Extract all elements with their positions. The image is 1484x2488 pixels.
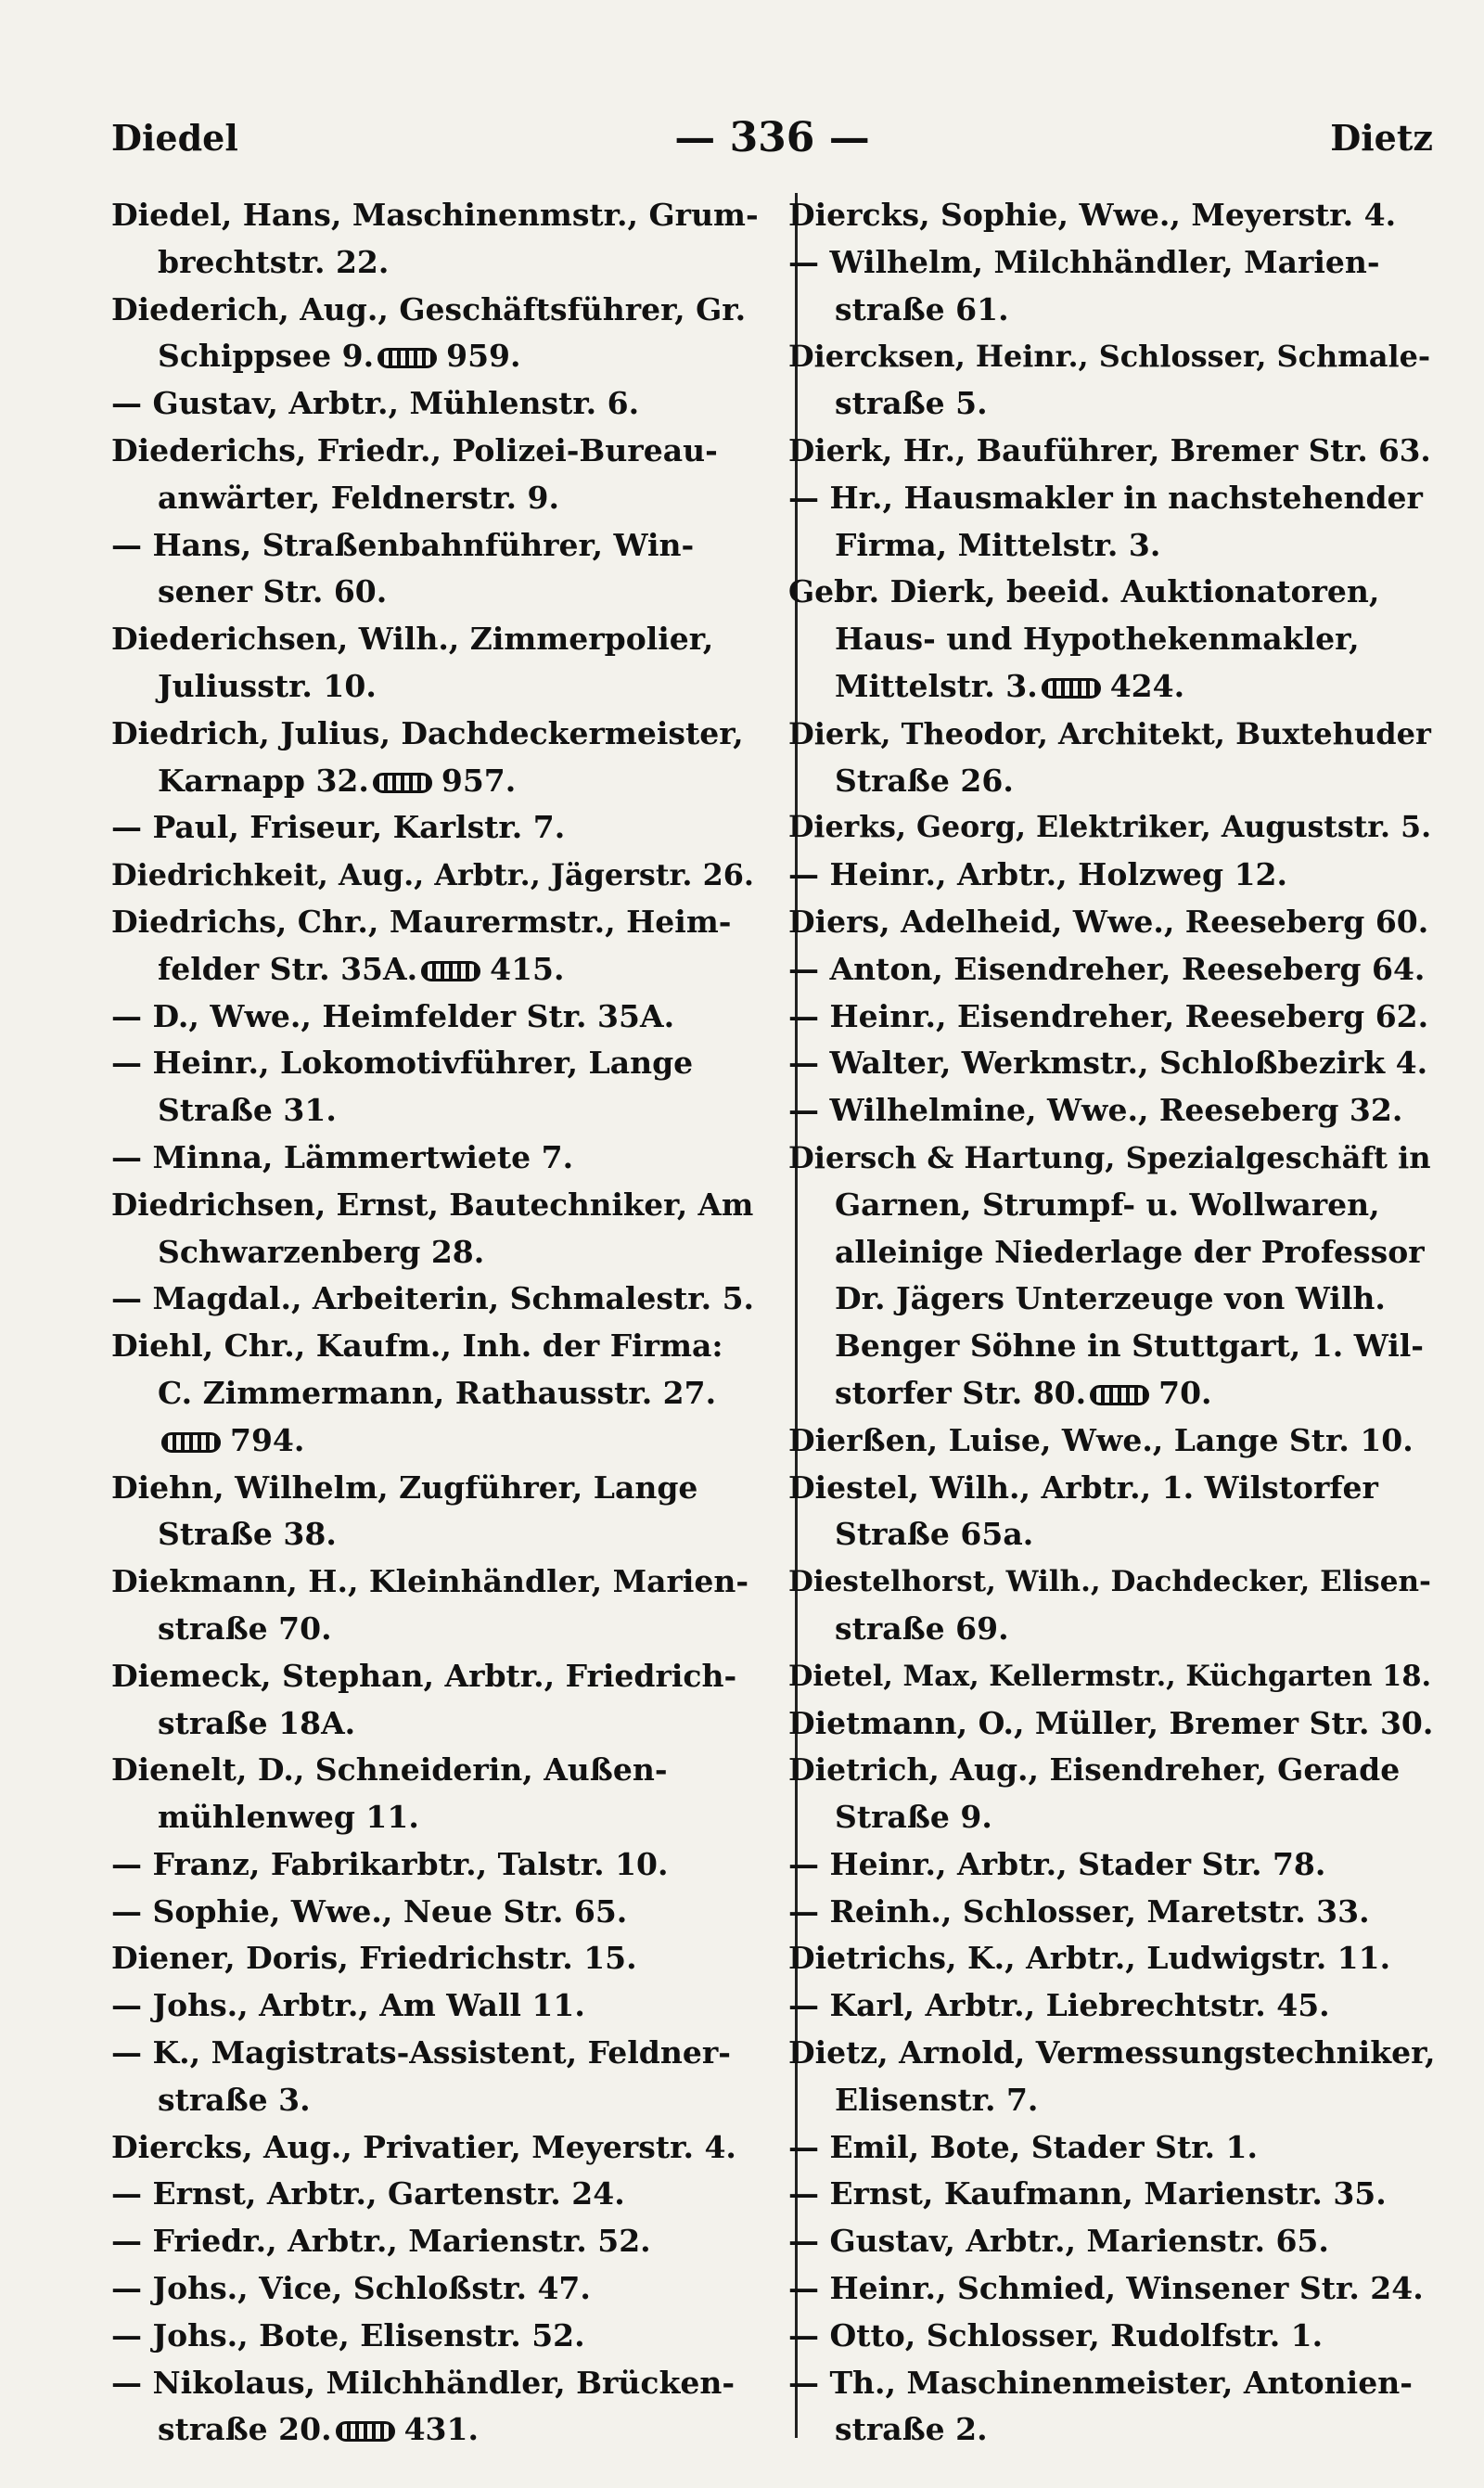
entry-text: storfer Str. 80.	[835, 1374, 1087, 1411]
telephone-icon	[1042, 678, 1101, 699]
entry-text: Dietrich, Aug., Eisendreher, Gerade	[788, 1751, 1401, 1789]
directory-line	[788, 2265, 1438, 2313]
entry-text: Diedrichsen, Ernst, Bautechniker, Am	[111, 1186, 754, 1223]
directory-line	[788, 1653, 1438, 1700]
entry-text: straße 2.	[835, 2411, 988, 2448]
directory-line	[111, 1276, 761, 1323]
entry-text: — Hr., Hausmakler in nachstehender	[788, 479, 1423, 516]
directory-line	[111, 192, 761, 239]
directory-line	[788, 569, 1438, 616]
entry-text: — Gustav, Arbtr., Mühlenstr. 6.	[111, 385, 640, 422]
entry-text: — Gustav, Arbtr., Marienstr. 65.	[788, 2223, 1329, 2260]
entry-text: — Ernst, Kaufmann, Marienstr. 35.	[788, 2175, 1387, 2212]
entry-text: Firma, Mittelstr. 3.	[835, 526, 1161, 563]
entry-text: mühlenweg 11.	[158, 1799, 419, 1836]
phone-number: 70.	[1158, 1374, 1212, 1411]
entry-text: — Karl, Arbtr., Liebrechtstr. 45.	[788, 1987, 1330, 2024]
entry-text: — Heinr., Schmied, Winsener Str. 24.	[788, 2270, 1424, 2307]
directory-line	[111, 1653, 761, 1700]
right-column	[788, 192, 1438, 2454]
entry-text: Diedrichkeit, Aug., Arbtr., Jägerstr. 26.	[111, 857, 754, 893]
directory-line	[111, 852, 761, 899]
telephone-icon	[1090, 1385, 1149, 1405]
entry-text: Diedel, Hans, Maschinenmstr., Grum-	[111, 197, 759, 233]
entry-text: Elisenstr. 7.	[835, 2081, 1039, 2118]
telephone-icon	[373, 773, 432, 793]
directory-line	[111, 2077, 761, 2124]
directory-line	[111, 1747, 761, 1794]
directory-line	[111, 1794, 761, 1841]
entry-text: Diercks, Sophie, Wwe., Meyerstr. 4.	[788, 197, 1397, 233]
directory-line	[111, 475, 761, 522]
directory-line	[111, 994, 761, 1041]
phone-number: 957.	[441, 762, 517, 799]
entry-text: straße 18A.	[158, 1704, 356, 1741]
directory-line	[111, 239, 761, 287]
entry-text: — Sophie, Wwe., Neue Str. 65.	[111, 1892, 628, 1930]
left-column	[111, 192, 761, 2454]
entry-text: — Johs., Vice, Schloßstr. 47.	[111, 2270, 591, 2307]
entry-text: Diersch & Hartung, Spezialgeschäft in	[788, 1139, 1431, 1175]
telephone-icon	[421, 961, 480, 981]
entry-text: Dietz, Arnold, Vermessungstechniker,	[788, 2034, 1436, 2071]
entry-text: Diedrich, Julius, Dachdeckermeister,	[111, 714, 744, 751]
directory-line	[788, 522, 1438, 570]
telephone-icon	[377, 348, 437, 368]
directory-line	[788, 333, 1438, 380]
directory-line	[788, 663, 1438, 711]
entry-text: Diercks, Aug., Privatier, Meyerstr. 4.	[111, 2128, 736, 2165]
phone-number: 415.	[490, 950, 565, 987]
entry-text: — Paul, Friseur, Karlstr. 7.	[111, 809, 566, 846]
directory-line	[788, 1794, 1438, 1841]
entry-text: — Johs., Arbtr., Am Wall 11.	[111, 1987, 585, 2024]
entry-text: Diers, Adelheid, Wwe., Reeseberg 60.	[788, 903, 1429, 940]
directory-line	[788, 1935, 1438, 1982]
directory-line	[788, 899, 1438, 946]
directory-line	[788, 994, 1438, 1041]
entry-text: Straße 65a.	[835, 1516, 1034, 1553]
directory-line	[788, 1700, 1438, 1748]
directory-line	[788, 2124, 1438, 2172]
directory-line	[111, 1323, 761, 1370]
entry-text: Diekmann, H., Kleinhändler, Marien-	[111, 1563, 749, 1600]
directory-line	[111, 804, 761, 852]
entry-text: alleinige Niederlage der Professor	[835, 1233, 1425, 1270]
directory-columns	[111, 192, 1436, 2448]
entry-text: Diemeck, Stephan, Arbtr., Friedrich-	[111, 1657, 737, 1694]
directory-line	[788, 428, 1438, 475]
entry-text: Straße 31.	[158, 1092, 337, 1129]
page-number: — 336 —	[674, 114, 870, 161]
entry-text: straße 20.	[158, 2411, 332, 2448]
entry-text: straße 69.	[835, 1610, 1009, 1647]
entry-text: — Reinh., Schlosser, Maretstr. 33.	[788, 1892, 1370, 1930]
entry-text: — Nikolaus, Milchhändler, Brücken-	[111, 2364, 736, 2401]
entry-text: — Walter, Werkmstr., Schloßbezirk 4.	[788, 1045, 1428, 1082]
directory-line	[111, 1558, 761, 1606]
entry-text: Straße 9.	[835, 1799, 992, 1836]
entry-text: — Franz, Fabrikarbtr., Talstr. 10.	[111, 1845, 669, 1882]
entry-text: Karnapp 32.	[158, 762, 369, 799]
directory-line	[788, 1417, 1438, 1465]
entry-text: Dietel, Max, Kellermstr., Küchgarten 18.	[788, 1659, 1432, 1693]
entry-text: felder Str. 35A.	[158, 950, 418, 987]
entry-text: Gebr. Dierk, beeid. Auktionatoren,	[788, 573, 1380, 610]
entry-text: — Minna, Lämmertwiete 7.	[111, 1138, 574, 1175]
entry-text: Dierk, Hr., Bauführer, Bremer Str. 63.	[788, 431, 1431, 468]
directory-line	[788, 1229, 1438, 1276]
entry-text: straße 70.	[158, 1610, 332, 1647]
entry-text: Diedrichs, Chr., Maurermstr., Heim-	[111, 903, 732, 940]
phone-number: 959.	[446, 338, 521, 375]
entry-text: Dierks, Georg, Elektriker, Auguststr. 5.	[788, 810, 1432, 845]
directory-line	[111, 758, 761, 805]
directory-line	[111, 1087, 761, 1135]
directory-line	[111, 1135, 761, 1182]
entry-text: Straße 26.	[835, 762, 1014, 799]
entry-text: — Hans, Straßenbahnführer, Win-	[111, 526, 695, 563]
directory-line	[788, 616, 1438, 663]
directory-line	[788, 1323, 1438, 1370]
directory-line	[788, 1889, 1438, 1936]
directory-line	[111, 1606, 761, 1653]
entry-text: Dietmann, O., Müller, Bremer Str. 30.	[788, 1704, 1434, 1741]
directory-line	[788, 1511, 1438, 1558]
entry-text: — Th., Maschinenmeister, Antonien-	[788, 2364, 1413, 2401]
entry-text: — Wilhelmine, Wwe., Reeseberg 32.	[788, 1092, 1403, 1129]
entry-text: — Ernst, Arbtr., Gartenstr. 24.	[111, 2175, 625, 2212]
directory-line	[111, 899, 761, 946]
directory-line	[788, 946, 1438, 994]
entry-text: straße 5.	[835, 385, 988, 422]
entry-text: — Heinr., Arbtr., Holzweg 12.	[788, 856, 1287, 893]
directory-line	[788, 2077, 1438, 2124]
directory-line	[111, 1417, 761, 1465]
directory-line	[788, 1465, 1438, 1512]
entry-text: Diehn, Wilhelm, Zugführer, Lange	[111, 1468, 698, 1506]
directory-line	[788, 2218, 1438, 2265]
entry-text: Dietrichs, K., Arbtr., Ludwigstr. 11.	[788, 1940, 1391, 1977]
directory-line	[788, 192, 1438, 239]
directory-line	[111, 1370, 761, 1417]
entry-text: — D., Wwe., Heimfelder Str. 35A.	[111, 997, 675, 1034]
entry-text: Straße 38.	[158, 1516, 337, 1553]
directory-line	[111, 1982, 761, 2030]
page-header	[111, 113, 1433, 178]
directory-line	[111, 2218, 761, 2265]
directory-line	[111, 663, 761, 711]
directory-line	[111, 2265, 761, 2313]
directory-line	[111, 2360, 761, 2407]
directory-line	[788, 1040, 1438, 1087]
entry-text: — Anton, Eisendreher, Reeseberg 64.	[788, 950, 1426, 987]
directory-line	[111, 2313, 761, 2360]
directory-line	[788, 1087, 1438, 1135]
phone-number: 431.	[403, 2411, 479, 2448]
telephone-icon	[336, 2421, 395, 2442]
phone-number: 794.	[230, 1421, 305, 1458]
directory-line	[111, 2124, 761, 2172]
entry-text: Schwarzenberg 28.	[158, 1233, 485, 1270]
entry-text: Juliusstr. 10.	[158, 667, 377, 704]
entry-text: anwärter, Feldnerstr. 9.	[158, 479, 559, 516]
running-head-right: Dietz	[1330, 117, 1433, 159]
directory-line	[788, 1135, 1438, 1182]
directory-line	[111, 1511, 761, 1558]
directory-line	[111, 946, 761, 994]
directory-line	[788, 2030, 1438, 2077]
directory-line	[111, 616, 761, 663]
entry-text: Diederichs, Friedr., Polizei-Bureau-	[111, 431, 718, 468]
entry-text: straße 61.	[835, 290, 1009, 327]
directory-line	[111, 522, 761, 570]
directory-line	[788, 1182, 1438, 1229]
directory-line	[788, 2406, 1438, 2454]
directory-line	[788, 804, 1438, 852]
entry-text: Dr. Jägers Unterzeuge von Wilh.	[835, 1280, 1386, 1317]
entry-text: straße 3.	[158, 2081, 311, 2118]
entry-text: — Heinr., Eisendreher, Reeseberg 62.	[788, 997, 1429, 1034]
directory-line	[111, 333, 761, 380]
entry-text: — Otto, Schlosser, Rudolfstr. 1.	[788, 2316, 1324, 2353]
entry-text: — Magdal., Arbeiterin, Schmalestr. 5.	[111, 1280, 755, 1317]
entry-text: Dierk, Theodor, Architekt, Buxtehuder	[788, 715, 1431, 751]
directory-line	[788, 852, 1438, 899]
directory-line	[788, 287, 1438, 334]
entry-text: brechtstr. 22.	[158, 243, 390, 280]
directory-line	[111, 1700, 761, 1748]
entry-text: — Johs., Bote, Elisenstr. 52.	[111, 2316, 585, 2353]
directory-line	[788, 2171, 1438, 2218]
running-head-left: Diedel	[111, 117, 238, 159]
directory-line	[788, 2313, 1438, 2360]
entry-text: — Heinr., Arbtr., Stader Str. 78.	[788, 1845, 1326, 1882]
entry-text: Diehl, Chr., Kaufm., Inh. der Firma:	[111, 1327, 723, 1365]
directory-line	[111, 1841, 761, 1889]
directory-line	[788, 711, 1438, 758]
entry-text: Diestel, Wilh., Arbtr., 1. Wilstorfer	[788, 1468, 1378, 1506]
entry-text: Diercksen, Heinr., Schlosser, Schmale-	[788, 339, 1431, 375]
entry-text: — Friedr., Arbtr., Marienstr. 52.	[111, 2223, 651, 2260]
entry-text: sener Str. 60.	[158, 573, 388, 610]
directory-line	[788, 475, 1438, 522]
directory-line	[788, 1747, 1438, 1794]
entry-text: — Wilhelm, Milchhändler, Marien-	[788, 243, 1380, 280]
directory-line	[111, 2406, 761, 2454]
entry-text: Diener, Doris, Friedrichstr. 15.	[111, 1940, 637, 1977]
phone-number: 424.	[1109, 667, 1185, 704]
directory-line	[111, 569, 761, 616]
directory-line	[111, 1182, 761, 1229]
directory-line	[788, 2360, 1438, 2407]
directory-line	[111, 2171, 761, 2218]
directory-line	[788, 1558, 1438, 1606]
entry-text: Mittelstr. 3.	[835, 667, 1038, 704]
directory-line	[788, 380, 1438, 428]
entry-text: Diederich, Aug., Geschäftsführer, Gr.	[111, 290, 747, 327]
entry-text: Dienelt, D., Schneiderin, Außen-	[111, 1751, 668, 1789]
directory-line	[788, 1370, 1438, 1417]
directory-line	[111, 428, 761, 475]
directory-line	[788, 239, 1438, 287]
directory-line	[788, 1606, 1438, 1653]
directory-line	[111, 1040, 761, 1087]
directory-line	[111, 2030, 761, 2077]
entry-text: — Emil, Bote, Stader Str. 1.	[788, 2128, 1258, 2165]
directory-line	[788, 1841, 1438, 1889]
entry-text: Haus- und Hypothekenmakler,	[835, 621, 1360, 658]
entry-text: Garnen, Strumpf- u. Wollwaren,	[835, 1186, 1380, 1223]
directory-line	[111, 1935, 761, 1982]
directory-line	[788, 1276, 1438, 1323]
directory-line	[111, 380, 761, 428]
directory-line	[111, 711, 761, 758]
entry-text: — K., Magistrats-Assistent, Feldner-	[111, 2034, 731, 2071]
directory-line	[111, 1889, 761, 1936]
entry-text: Dierßen, Luise, Wwe., Lange Str. 10.	[788, 1421, 1414, 1458]
directory-line	[788, 1982, 1438, 2030]
entry-text: Benger Söhne in Stuttgart, 1. Wil-	[835, 1327, 1424, 1365]
directory-line	[111, 1229, 761, 1276]
directory-line	[788, 758, 1438, 805]
entry-text: — Heinr., Lokomotivführer, Lange	[111, 1045, 694, 1082]
entry-text: Schippsee 9.	[158, 338, 375, 375]
entry-text: Diestelhorst, Wilh., Dachdecker, Elisen-	[788, 1565, 1431, 1599]
entry-text: C. Zimmermann, Rathausstr. 27.	[158, 1374, 717, 1411]
directory-line	[111, 287, 761, 334]
directory-line	[111, 1465, 761, 1512]
entry-text: Diederichsen, Wilh., Zimmerpolier,	[111, 621, 714, 658]
telephone-icon	[161, 1432, 221, 1453]
